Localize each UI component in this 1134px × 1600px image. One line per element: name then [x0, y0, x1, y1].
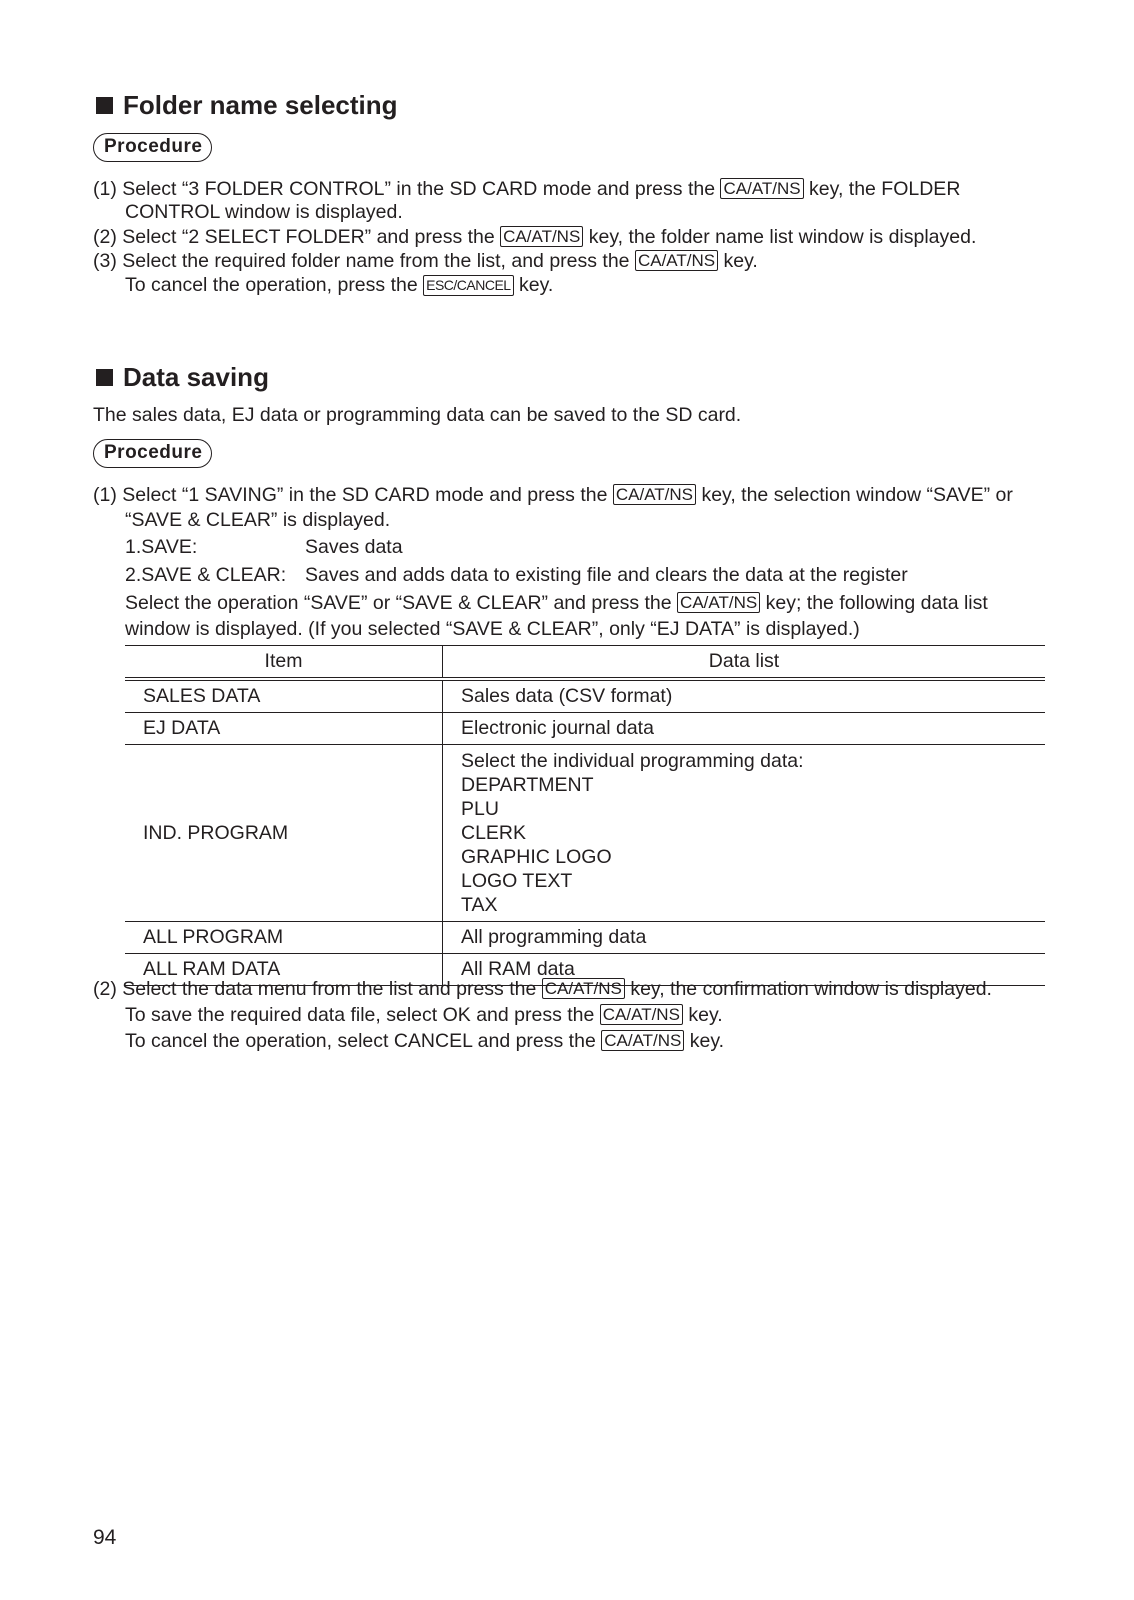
row-list: Sales data (CSV format) [443, 679, 1046, 713]
step-1-note: window is displayed. (If you selected “SAVE & CLEAR”, only “EJ DATA” is displayed.) [125, 618, 860, 640]
ca-at-ns-key: CA/AT/NS [720, 178, 803, 199]
option-save: 1.SAVE: [125, 536, 198, 558]
step-2: (2) Select “2 SELECT FOLDER” and press the CA/AT/NS key, the folder name list window is displayed. [93, 226, 977, 248]
section-title: Data saving [123, 362, 269, 392]
step-2-ok: To save the required data file, select OK and press the CA/AT/NS key. [125, 1004, 723, 1026]
section-heading-folder-name-selecting [96, 90, 398, 121]
section-title: Folder name selecting [123, 90, 398, 120]
list-item: LOGO TEXT [461, 870, 573, 892]
data-list-table [125, 645, 1045, 986]
list-item: GRAPHIC LOGO [461, 846, 612, 868]
ca-at-ns-key: CA/AT/NS [601, 1030, 684, 1051]
ca-at-ns-key: CA/AT/NS [613, 484, 696, 505]
list-intro: Select the individual programming data: [461, 750, 804, 772]
black-square-icon [96, 369, 113, 386]
table-row [125, 713, 1045, 745]
section-heading-data-saving [96, 362, 269, 393]
option-save-desc: Saves data [305, 536, 403, 558]
black-square-icon [96, 97, 113, 114]
row-list: Electronic journal data [443, 713, 1046, 745]
header-data-list: Data list [443, 646, 1046, 680]
list-item: TAX [461, 894, 498, 916]
row-item: EJ DATA [125, 713, 443, 745]
procedure-badge: Procedure [93, 133, 212, 162]
step-1: (1) Select “3 FOLDER CONTROL” in the SD CARD mode and press the CA/AT/NS key, the FOLDER [93, 178, 961, 200]
ca-at-ns-key: CA/AT/NS [542, 978, 625, 999]
row-item: SALES DATA [125, 679, 443, 713]
step-3-cancel: To cancel the operation, press the ESC/CANCEL key. [125, 274, 554, 296]
step-1-cont: “SAVE & CLEAR” is displayed. [125, 509, 391, 531]
esc-cancel-key: ESC/CANCEL [423, 275, 513, 296]
table-row [125, 922, 1045, 954]
step-3: (3) Select the required folder name from the list, and press the CA/AT/NS key. [93, 250, 758, 272]
row-list [443, 745, 1046, 922]
step-1: (1) Select “1 SAVING” in the SD CARD mode and press the CA/AT/NS key, the selection window “SAVE” or [93, 484, 1013, 506]
table-row [125, 679, 1045, 713]
list-item: DEPARTMENT [461, 774, 594, 796]
ca-at-ns-key: CA/AT/NS [600, 1004, 683, 1025]
step-1-cont: CONTROL window is displayed. [125, 201, 403, 223]
step-1-select-op: Select the operation “SAVE” or “SAVE & CLEAR” and press the CA/AT/NS key; the following data list [125, 592, 988, 614]
intro-text: The sales data, EJ data or programming data can be saved to the SD card. [93, 404, 742, 426]
table-row [125, 745, 1045, 922]
ca-at-ns-key: CA/AT/NS [677, 592, 760, 613]
ca-at-ns-key: CA/AT/NS [635, 250, 718, 271]
option-save-clear: 2.SAVE & CLEAR: [125, 564, 287, 586]
table-header-row [125, 646, 1045, 680]
step-2-cancel: To cancel the operation, select CANCEL and press the CA/AT/NS key. [125, 1030, 725, 1052]
row-item: ALL PROGRAM [125, 922, 443, 954]
row-item: IND. PROGRAM [125, 745, 443, 922]
row-list: All RAM data [443, 954, 1046, 986]
option-save-clear-desc: Saves and adds data to existing file and clears the data at the register [305, 564, 908, 586]
list-item: PLU [461, 798, 499, 820]
row-list: All programming data [443, 922, 1046, 954]
row-item: ALL RAM DATA [125, 954, 443, 986]
page-number: 94 [93, 1526, 117, 1549]
step-2: (2) Select the data menu from the list and press the CA/AT/NS key, the confirmation window is displayed. [93, 978, 992, 1000]
list-item: CLERK [461, 822, 527, 844]
procedure-badge: Procedure [93, 439, 212, 468]
header-item: Item [125, 646, 443, 680]
ca-at-ns-key: CA/AT/NS [500, 226, 583, 247]
